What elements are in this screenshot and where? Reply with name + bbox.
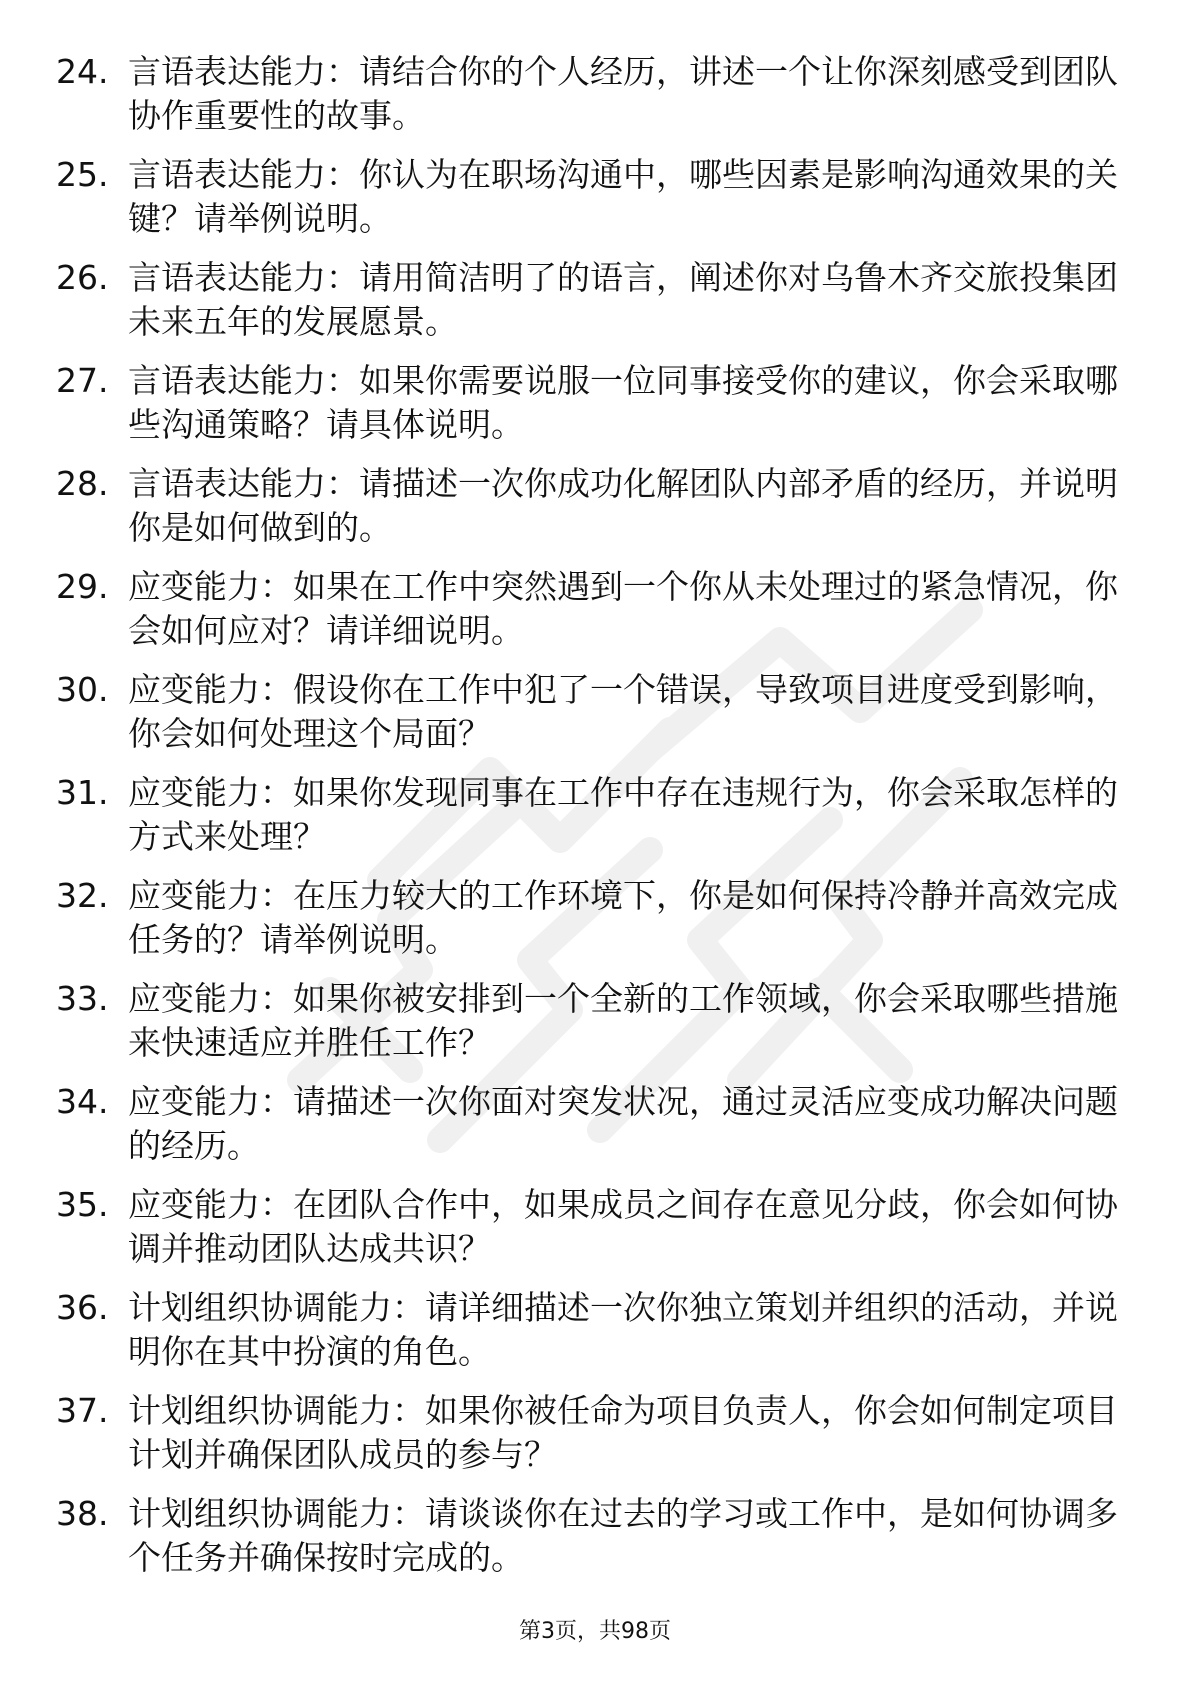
question-number: 36. bbox=[56, 1288, 109, 1327]
question-number: 29. bbox=[56, 567, 109, 606]
question-item bbox=[56, 1183, 1120, 1271]
question-item bbox=[56, 874, 1120, 962]
question-item bbox=[56, 1492, 1120, 1580]
question-text: 应变能力：如果在工作中突然遇到一个你从未处理过的紧急情况，你会如何应对？请详细说明。 bbox=[128, 567, 1118, 650]
question-item bbox=[56, 565, 1120, 653]
question-number: 38. bbox=[56, 1494, 109, 1533]
question-text: 应变能力：假设你在工作中犯了一个错误，导致项目进度受到影响，你会如何处理这个局面？ bbox=[128, 670, 1118, 753]
question-text: 言语表达能力：你认为在职场沟通中，哪些因素是影响沟通效果的关键？请举例说明。 bbox=[128, 155, 1118, 238]
question-number: 32. bbox=[56, 876, 109, 915]
question-number: 30. bbox=[56, 670, 109, 709]
page-footer: 第3页，共98页 bbox=[519, 1619, 671, 1644]
question-text: 应变能力：请描述一次你面对突发状况，通过灵活应变成功解决问题的经历。 bbox=[128, 1082, 1118, 1165]
question-number: 27. bbox=[56, 361, 109, 400]
question-text: 言语表达能力：请用简洁明了的语言，阐述你对乌鲁木齐交旅投集团未来五年的发展愿景。 bbox=[128, 258, 1118, 341]
question-item bbox=[56, 359, 1120, 447]
question-number: 35. bbox=[56, 1185, 109, 1224]
question-item bbox=[56, 1389, 1120, 1477]
question-number: 37. bbox=[56, 1391, 109, 1430]
question-text: 应变能力：在团队合作中，如果成员之间存在意见分歧，你会如何协调并推动团队达成共识？ bbox=[128, 1185, 1118, 1268]
question-item bbox=[56, 668, 1120, 756]
question-number: 31. bbox=[56, 773, 109, 812]
question-text: 言语表达能力：请描述一次你成功化解团队内部矛盾的经历，并说明你是如何做到的。 bbox=[128, 464, 1118, 547]
question-list bbox=[56, 50, 1120, 1595]
question-number: 25. bbox=[56, 155, 109, 194]
question-number: 28. bbox=[56, 464, 109, 503]
question-number: 26. bbox=[56, 258, 109, 297]
question-text: 计划组织协调能力：请谈谈你在过去的学习或工作中，是如何协调多个任务并确保按时完成的。 bbox=[128, 1494, 1118, 1577]
question-text: 应变能力：如果你发现同事在工作中存在违规行为，你会采取怎样的方式来处理？ bbox=[128, 773, 1118, 856]
question-text: 言语表达能力：请结合你的个人经历，讲述一个让你深刻感受到团队协作重要性的故事。 bbox=[128, 52, 1118, 135]
question-item bbox=[56, 462, 1120, 550]
question-text: 计划组织协调能力：请详细描述一次你独立策划并组织的活动，并说明你在其中扮演的角色。 bbox=[128, 1288, 1118, 1371]
question-number: 34. bbox=[56, 1082, 109, 1121]
question-item bbox=[56, 1286, 1120, 1374]
question-number: 24. bbox=[56, 52, 109, 91]
question-item bbox=[56, 1080, 1120, 1168]
question-item bbox=[56, 771, 1120, 859]
question-text: 应变能力：如果你被安排到一个全新的工作领域，你会采取哪些措施来快速适应并胜任工作？ bbox=[128, 979, 1118, 1062]
question-text: 应变能力：在压力较大的工作环境下，你是如何保持冷静并高效完成任务的？请举例说明。 bbox=[128, 876, 1118, 959]
question-text: 言语表达能力：如果你需要说服一位同事接受你的建议，你会采取哪些沟通策略？请具体说明。 bbox=[128, 361, 1118, 444]
question-number: 33. bbox=[56, 979, 109, 1018]
question-item bbox=[56, 256, 1120, 344]
question-text: 计划组织协调能力：如果你被任命为项目负责人，你会如何制定项目计划并确保团队成员的参与？ bbox=[128, 1391, 1118, 1474]
question-item bbox=[56, 153, 1120, 241]
question-item bbox=[56, 50, 1120, 138]
question-item bbox=[56, 977, 1120, 1065]
